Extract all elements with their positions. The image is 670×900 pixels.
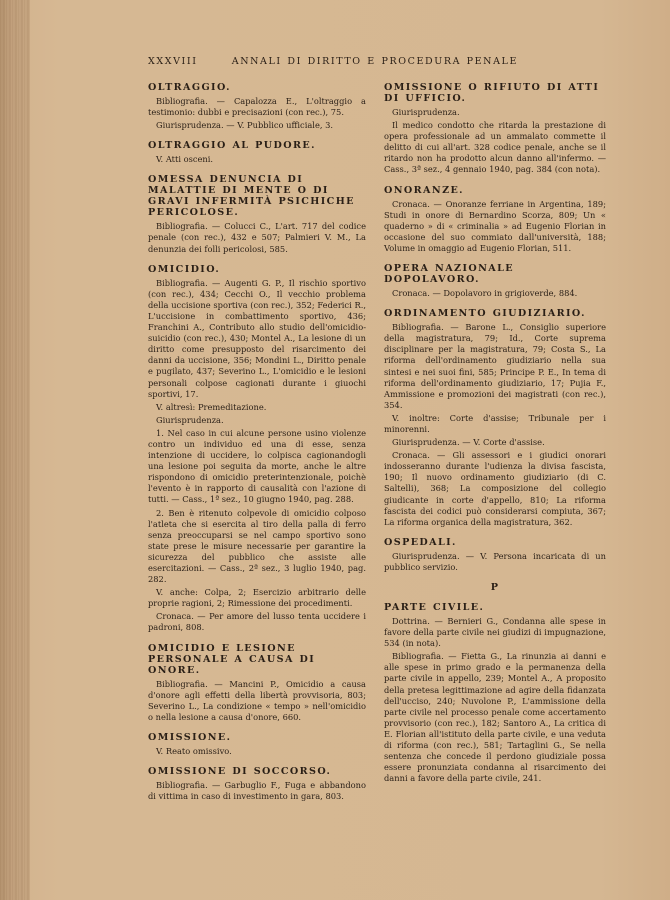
entry-heading: OMISSIONE O RIFIUTO DI ATTI DI UFFICIO. xyxy=(384,82,600,104)
entry-text: V. Reato omissivo. xyxy=(156,745,232,756)
index-entry xyxy=(148,82,366,131)
entry-text: Bibliografia. — Barone L., Consiglio superiore della magistratura, 79; Id., Corte suprema disciplinare per la magistratura, 79; Costa S., La riforma dell'ordinamento giudiziario nella sua sintesi e nei suoi fini, 585; Principe P. E., In tema di riforma dell'ordinamento giudiziario, 17; Pujia F., Ammissione e promozioni dei magistrati (con rec.), 354. xyxy=(384,322,606,410)
page-edge xyxy=(0,0,30,900)
index-entry xyxy=(384,582,606,593)
entry-text: Il medico condotto che ritarda la prestazione di opera professionale ad un ammalato commette il delitto di cui all'art. 328 codice penale, anche se il ritardo non ha prodotto alcun danno all'infermo. — Cass., 3ª sez., 4 gennaio 1940, pag. 384 (con nota). xyxy=(384,120,606,175)
index-entry xyxy=(148,766,366,802)
entry-text: V. anche: Colpa, 2; Esercizio arbitrario delle proprie ragioni, 2; Rimessione dei procedimenti. xyxy=(148,587,366,609)
index-entry xyxy=(384,263,606,299)
entry-text: 2. Ben è ritenuto colpevole di omicidio colposo l'atleta che si esercita al tiro della palla di ferro senza preoccuparsi se nel campo sportivo sono state prese le misure necessarie per garantire la sicurezza del pubblico che assiste alle esercitazioni. — Cass., 2ª sez., 3 luglio 1940, pag. 282. xyxy=(148,507,366,585)
entry-text: V. inoltre: Corte d'assise; Tribunale per i minorenni. xyxy=(384,412,606,434)
entry-heading: ORDINAMENTO GIUDIZIARIO. xyxy=(384,308,586,320)
running-header xyxy=(148,56,518,67)
entry-text: V. altresì: Premeditazione. xyxy=(156,401,267,412)
entry-text: Bibliografia. — Capalozza E., L'oltraggio a testimonio: dubbi e precisazioni (con rec.), 75. xyxy=(148,96,366,118)
entry-heading: OSPEDALI. xyxy=(384,536,457,548)
page-number: XXXVIII xyxy=(148,56,198,67)
index-entry xyxy=(384,82,606,176)
index-entry xyxy=(148,643,366,723)
entry-text: V. Atti osceni. xyxy=(156,154,214,165)
index-entry xyxy=(148,732,366,757)
entry-text: Bibliografia. — Mancini P., Omicidio a causa d'onore agli effetti della libertà provvisoria, 803; Severino L., La condizione « tempo » nell'omicidio o nella lesione a causa d'onore, 660. xyxy=(148,678,366,722)
index-entry xyxy=(384,602,606,784)
entry-heading: OLTRAGGIO. xyxy=(148,82,231,93)
journal-title: ANNALI DI DIRITTO E PROCEDURA PENALE xyxy=(231,56,518,67)
entry-text: Giurisprudenza. xyxy=(156,414,224,425)
entry-text: Bibliografia. — Colucci C., L'art. 717 del codice penale (con rec.), 432 e 507; Palmieri V. M., La denunzia dei folli pericolosi, 585. xyxy=(148,221,366,254)
entry-text: Bibliografia. — Fietta G., La rinunzia ai danni e alle spese in primo grado e la permanenza della parte civile in appello, 239; Montel A., A proposito della pretesa legittimazione ad agire della fidanzata dell'ucciso, 240; Nuvolone P., L'ammissione della parte civile nel processo penale come accertamento provvisorio (con rec.), 182; Santoro A., La critica di E. Florian all'istituto della parte civile, e una veduta di riforma (con rec.), 581; Tartaglini G., Se nella sentenza che concede il perdono giudiziale possa essere pronunziata condanna al risarcimento dei danni a favore della parte civile, 241. xyxy=(384,651,606,784)
entry-text: Giurisprudenza. — V. Corte d'assise. xyxy=(392,437,545,448)
entry-heading: OMISSIONE DI SOCCORSO. xyxy=(148,766,332,778)
entry-text: Bibliografia. — Garbuglio F., Fuga e abbandono di vittima in caso di investimento in gara, 803. xyxy=(148,780,366,802)
entry-text: 1. Nel caso in cui alcune persone usino violenze contro un individuo ed una di esse, senza intenzione di uccidere, lo colpisca cagionandogli una lesione poi seguita da morte, anche le altre rispondono di omicidio preterintenzionale, poichè l'evento è in rapporto di causalità con l'azione di tutti. — Cass., 1ª sez., 10 giugno 1940, pag. 288. xyxy=(148,427,366,505)
entry-heading: OPERA NAZIONALE DOPOLAVORO. xyxy=(384,263,514,286)
entry-heading: ONORANZE. xyxy=(384,184,464,196)
entry-text: Dottrina. — Bernieri G., Condanna alle spese in favore della parte civile nei giudizi di impugnazione, 534 (in nota). xyxy=(384,616,606,649)
entry-heading: OLTRAGGIO AL PUDORE. xyxy=(148,140,316,152)
index-entry xyxy=(384,537,606,573)
entry-text: Cronaca. — Dopolavoro in grigioverde, 884. xyxy=(392,288,578,299)
entry-heading: OMESSA DENUNCIA DI MALATTIE DI MENTE O DI GRAVI INFERMITÀ PSICHICHE PERICOLOSE. xyxy=(148,174,355,219)
entry-heading: OMICIDIO E LESIONE PERSONALE A CAUSA DI ONORE. xyxy=(148,642,316,676)
left-column xyxy=(148,82,366,811)
entry-heading: OMISSIONE. xyxy=(148,731,232,743)
entry-text: Cronaca. — Per amore del lusso tenta uccidere i padroni, 808. xyxy=(148,611,366,633)
entry-text: Giurisprudenza. — V. Pubblico ufficiale, 3. xyxy=(156,120,334,131)
right-column xyxy=(384,82,606,793)
entry-text: Giurisprudenza. xyxy=(392,107,460,117)
index-entry xyxy=(148,140,366,165)
index-entry xyxy=(148,174,366,254)
entry-text: Cronaca. — Onoranze ferriane in Argentina, 189; Studi in onore di Bernardino Scorza, 809; Un « quaderno » di « criminalia » ad Eugenio Florian in occasione del suo commiato dall'università, 188; Volume in omaggio ad Eugenio Florian, 511. xyxy=(384,198,606,253)
entry-text: Bibliografia. — Augenti G. P., Il rischio sportivo (con rec.), 434; Cecchi O., Il vecchio problema della uccisione sportiva (con rec.), 352; Federici R., L'uccisione in combattimento sportivo, 436; Franchini A., Contributo allo studio dell'omicidio-suicidio (con rec.), 430; Montel A., La lesione di un diritto come presupposto del risarcimento dei danni da uccisione, 356; Mondini L., Diritto penale e pugilato, 437; Severino L., L'omicidio e le lesioni personali colpose cagionati durante i giuochi sportivi, 17. xyxy=(148,277,366,399)
entry-heading: P xyxy=(490,582,500,593)
index-entry xyxy=(384,308,606,528)
index-entry xyxy=(384,185,606,254)
entry-text: Giurisprudenza. — V. Persona incaricata di un pubblico servizio. xyxy=(384,550,606,572)
index-entry xyxy=(148,264,366,634)
entry-heading: PARTE CIVILE. xyxy=(384,602,485,613)
entry-text: Cronaca. — Gli assessori e i giudici onorari indosseranno durante l'udienza la divisa fascista, 190; Il nuovo ordinamento giudiziario (di C. Saltelli), 368; La composizione del collegio giudicante in corte d'appello, 810; La riforma fascista dei codici può considerarsi compiuta, 367; La riforma organica della magistratura, 362. xyxy=(384,450,606,527)
entry-heading: OMICIDIO. xyxy=(148,263,221,275)
